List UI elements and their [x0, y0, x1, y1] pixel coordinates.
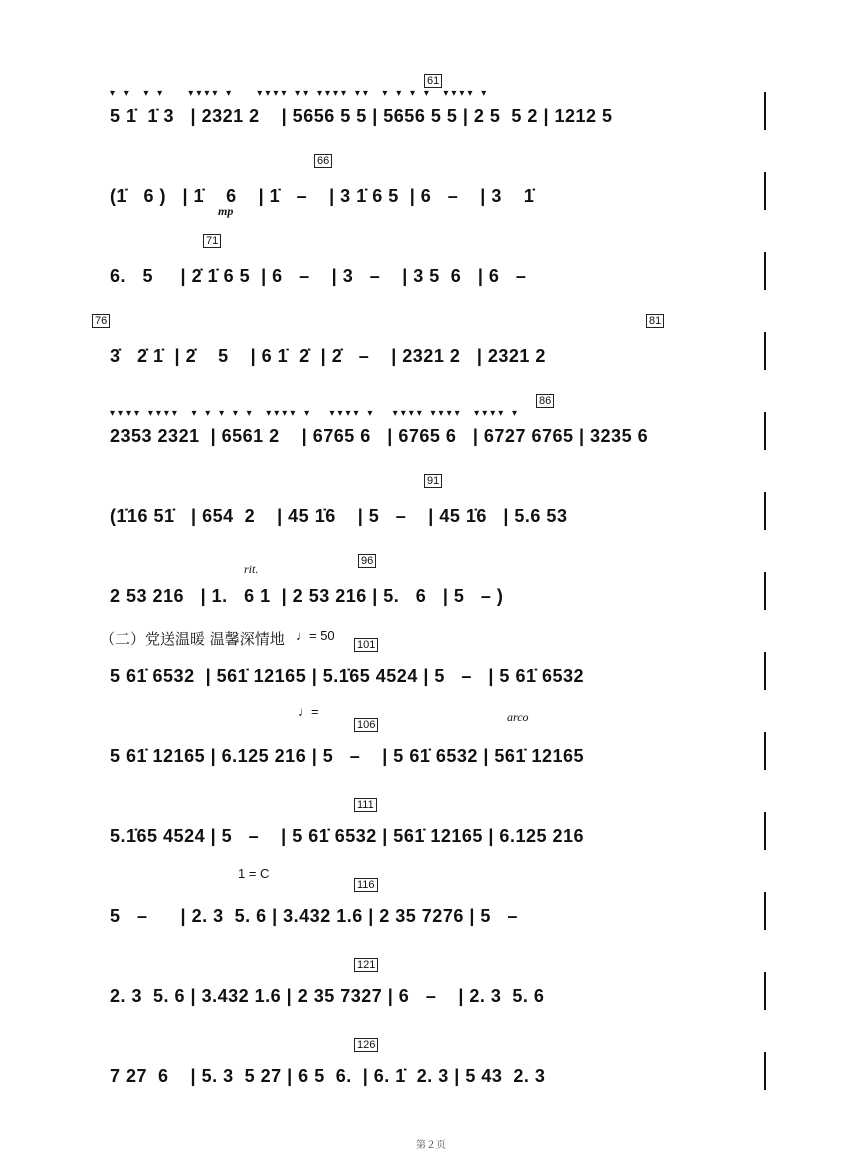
notation-line: 6. 5 | 2̇ 1̇ 6 5 | 6 – | 3 – | 3 5 6 | 6 –: [110, 266, 527, 286]
notation-line: 5 1̇ 1̇ 3 | 2321 2 | 5656 5 5 | 5656 5 5 | 2 5 5 2 | 1212 5: [110, 106, 613, 126]
score-system-2: [0, 155, 862, 232]
notation-line: 2. 3 5. 6 | 3.432 1.6 | 2 35 7327 | 6 – | 2. 3 5. 6: [110, 986, 545, 1006]
notation-line: 5.1̇65 4524 | 5 – | 5 61̇ 6532 | 561̇ 12165 | 6.125 216: [110, 826, 585, 846]
tempo-mark: ♩= 50: [296, 628, 335, 643]
barline: [764, 92, 766, 130]
score-system-11: [0, 866, 862, 952]
score-system-5: [0, 395, 862, 472]
measure-number: 96: [358, 554, 376, 568]
barline: [764, 412, 766, 450]
notation-line: 7 27 6 | 5. 3 5 27 | 6 5 6. | 6. 1̇ 2. 3 | 5 43 2. 3: [110, 1066, 546, 1086]
measure-number: 61: [424, 74, 442, 88]
score-system-4: [0, 315, 862, 392]
measure-number: 121: [354, 958, 378, 972]
measure-number: 106: [354, 718, 378, 732]
tempo-mark: ♩=: [298, 704, 319, 719]
barline: [764, 492, 766, 530]
barline: [764, 252, 766, 290]
barline: [764, 732, 766, 770]
barline: [764, 1052, 766, 1090]
notation-line: (1̇16 51̇ | 654 2 | 45 1̇6 | 5 – | 45 1̇6 | 5.6 53: [110, 506, 568, 526]
measure-number: 66: [314, 154, 332, 168]
score-system-13: [0, 1039, 862, 1112]
measure-number: 91: [424, 474, 442, 488]
notation-line: 5 61̇ 6532 | 561̇ 12165 | 5.1̇65 4524 | 5 – | 5 61̇ 6532: [110, 666, 585, 686]
barline: [764, 172, 766, 210]
barline: [764, 652, 766, 690]
section-heading: （二）党送温暖 温馨深情地: [100, 630, 285, 648]
notation-line: 2 53 216 | 1. 6 1 | 2 53 216 | 5. 6 | 5 – ): [110, 586, 504, 606]
measure-number: 76: [92, 314, 110, 328]
notation-line: (1̇ 6 ) | 1̇ 6 | 1̇ – | 3 1̇ 6 5 | 6 – | 3 1̇: [110, 186, 535, 206]
measure-number: 126: [354, 1038, 378, 1052]
expression-arco: arco: [507, 710, 529, 724]
barline: [764, 572, 766, 610]
notation-line: 3̇ 2̇ 1̇ | 2̇ 5 | 6 1̇ 2̇ | 2̇ – | 2321 2 | 2321 2: [110, 346, 546, 366]
barline: [764, 972, 766, 1010]
measure-number: 101: [354, 638, 378, 652]
notation-line: 5 61̇ 12165 | 6.125 216 | 5 – | 5 61̇ 6532 | 561̇ 12165: [110, 746, 585, 766]
dynamic-mark: mp: [218, 204, 234, 218]
score-system-6: [0, 475, 862, 552]
score-system-9: [0, 704, 862, 792]
measure-number: 86: [536, 394, 554, 408]
measure-number: 81: [646, 314, 664, 328]
expression-rit: rit.: [244, 562, 259, 576]
score-system-7: [0, 555, 862, 632]
staccato-dots: ▾▾▾▾ ▾▾▾▾ ▾ ▾ ▾ ▾ ▾ ▾▾▾▾ ▾ ▾▾▾▾ ▾ ▾▾▾▾ ▾▾▾▾ ▾▾▾▾ ▾: [110, 408, 521, 419]
barline: [764, 812, 766, 850]
staccato-dots: ▾ ▾ ▾ ▾ ▾▾▾▾ ▾ ▾▾▾▾ ▾▾ ▾▾▾▾ ▾▾ ▾ ▾ ▾ ▾ ▾▾▾▾ ▾: [110, 88, 490, 99]
page-footer: 第２页: [416, 1140, 446, 1151]
notation-line: 2353 2321 | 6561 2 | 6765 6 | 6765 6 | 6727 6765 | 3235 6: [110, 426, 649, 446]
barline: [764, 332, 766, 370]
key-change: 1 = C: [238, 866, 270, 881]
score-system-3: [0, 235, 862, 312]
notation-line: 5 – | 2. 3 5. 6 | 3.432 1.6 | 2 35 7276 | 5 –: [110, 906, 518, 926]
barline: [764, 892, 766, 930]
score-system-12: [0, 959, 862, 1032]
measure-number: 71: [203, 234, 221, 248]
measure-number: 116: [354, 878, 378, 892]
score-system-10: [0, 799, 862, 872]
score-system-1: [0, 75, 862, 152]
measure-number: 111: [354, 798, 377, 812]
